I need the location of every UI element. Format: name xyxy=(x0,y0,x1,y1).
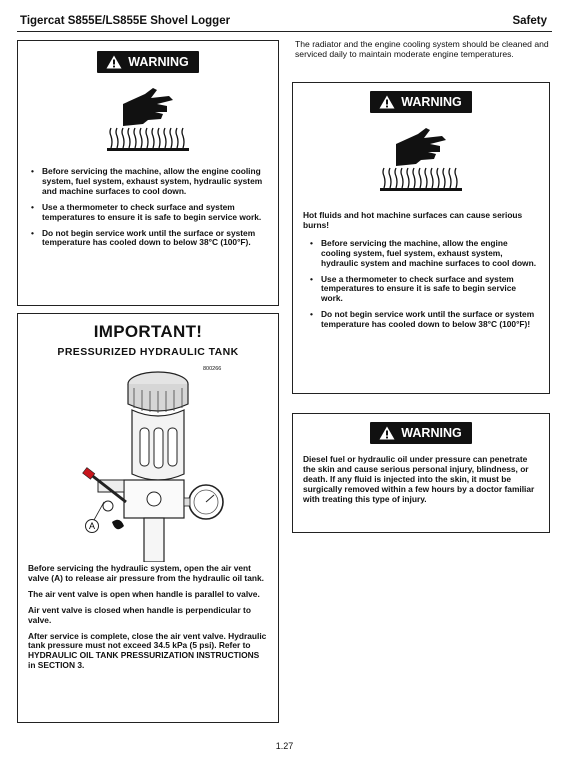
warning-badge xyxy=(97,51,198,73)
list-item: • Before servicing the machine, allow the engine cooling system, fuel system, exhaust system, hydraulic system and machine surfaces to cool down. xyxy=(309,239,539,269)
important-hydraulic-tank-box xyxy=(17,313,279,723)
diesel-pressure-warning-box xyxy=(292,413,550,533)
radiator-intro-text: The radiator and the engine cooling system should be cleaned and serviced daily to maintain moderate engine temperatures. xyxy=(295,39,549,60)
hot-fluids-lead: Hot fluids and hot machine surfaces can cause serious burns! xyxy=(303,210,523,230)
important-subtitle: PRESSURIZED HYDRAULIC TANK xyxy=(57,346,239,358)
hot-fluids-warning-box xyxy=(292,82,550,394)
paragraph: Before servicing the hydraulic system, open the air vent valve (A) to release air pressure from the hydraulic oil tank. xyxy=(28,563,264,583)
figure-area xyxy=(28,362,268,562)
hot-surface-warning-box xyxy=(17,40,279,306)
paragraph xyxy=(28,632,268,672)
important-title: IMPORTANT! xyxy=(93,322,203,341)
hot-surface-hand-icon xyxy=(366,122,476,194)
figure-id: 800266 xyxy=(203,366,222,372)
paragraph-lead: After service is complete, close the air vent valve. Hydraulic tank pressure must not exceed 34.5 kPa (5 psi). Refer to HYDRAULIC OIL TANK PRESSURIZATION INSTRUCTIONS xyxy=(28,630,267,661)
list-item: • Before servicing the machine, allow the engine cooling system, fuel system, exhaust system, hydraulic system and machine surfaces to cool down. xyxy=(30,167,266,197)
list-item: • Use a thermometer to check surface and system temperatures to ensure it is safe to begin service work. xyxy=(30,203,266,223)
header-divider xyxy=(17,31,552,32)
warning-badge xyxy=(370,422,471,444)
important-text xyxy=(28,564,268,671)
callout-a-label: A xyxy=(88,521,96,532)
diesel-warning-text: Diesel fuel or hydraulic oil under pressure can penetrate the skin and cause serious personal injury, blindness, or death. If any fluid is injected into the skin, it must be surgically removed within a few hours by a doctor familiar with treating this type of injury. xyxy=(303,454,535,504)
paragraph: The air vent valve is open when handle is parallel to valve. xyxy=(28,588,260,599)
document-title: Tigercat S855E/LS855E Shovel Logger xyxy=(20,15,231,27)
paragraph-tail: in SECTION 3. xyxy=(28,660,85,671)
hot-surface-hand-icon xyxy=(93,82,203,154)
warning-triangle-icon xyxy=(379,426,395,440)
section-title: Safety xyxy=(512,15,547,27)
list-item: • Do not begin service work until the surface or system temperature has cooled down to below 38°C (100°F)! xyxy=(309,310,539,330)
warning-badge xyxy=(370,91,471,113)
warning-triangle-icon xyxy=(106,55,122,69)
warning-badge-label: WARNING xyxy=(401,95,462,109)
paragraph: Air vent valve is closed when handle is perpendicular to valve. xyxy=(28,604,251,625)
page-number: 1.27 xyxy=(275,741,294,751)
hydraulic-vent-valve-illustration xyxy=(28,362,268,562)
list-item: • Use a thermometer to check surface and system temperatures to ensure it is safe to begin service work. xyxy=(309,275,539,305)
warning-triangle-icon xyxy=(379,95,395,109)
list-item: • Do not begin service work until the surface or system temperature has cooled down to below 38°C (100°F). xyxy=(30,229,266,249)
hot-surface-bullet-list xyxy=(30,167,266,248)
warning-badge-label: WARNING xyxy=(401,426,462,440)
warning-badge-label: WARNING xyxy=(128,55,189,69)
hot-fluids-bullet-list xyxy=(303,239,539,330)
